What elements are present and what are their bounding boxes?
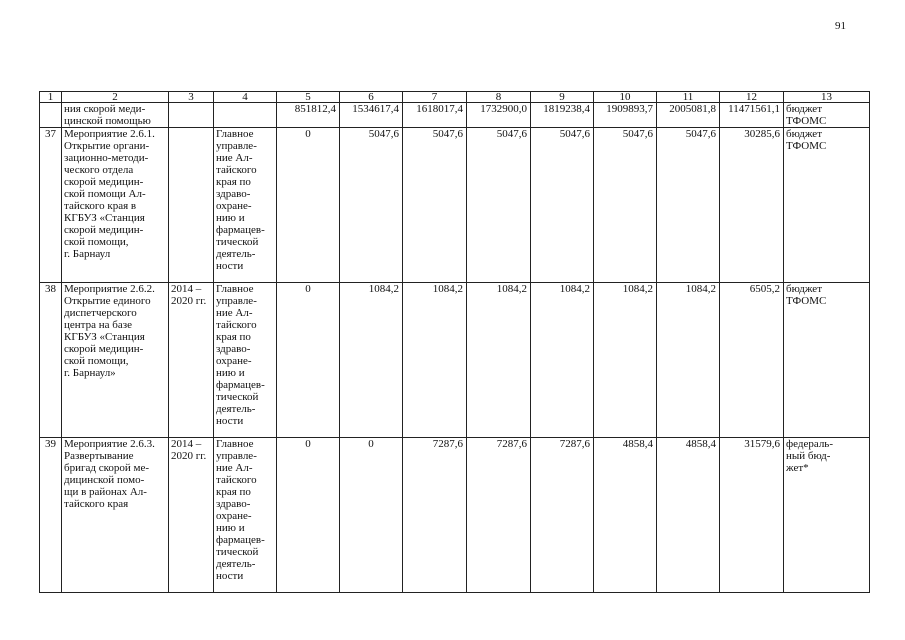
value-2019: 1909893,7: [594, 103, 657, 128]
funding-source: федераль- ный бюд- жет*: [784, 438, 870, 593]
funding-source: бюджет ТФОМС: [784, 103, 870, 128]
period: [169, 103, 214, 128]
measure-name: Мероприятие 2.6.2. Открытие единого диспетчерского центра на базе КГБУЗ «Станция скорой медицин- ской помощи, г. Барнаул»: [62, 283, 169, 438]
value-2018: 7287,6: [531, 438, 594, 593]
row-number: [40, 103, 62, 128]
value-2019: 4858,4: [594, 438, 657, 593]
executor: Главное управле- ние Ал- тайского края по здраво- охране- нию и фармацев- тической деятель- ности: [214, 128, 277, 283]
value-2014: 0: [277, 438, 340, 593]
header-cell: 9: [531, 92, 594, 103]
value-2015: 0: [340, 438, 403, 593]
executor: Главное управле- ние Ал- тайского края по здраво- охране- нию и фармацев- тической деятель- ности: [214, 283, 277, 438]
value-total: 31579,6: [720, 438, 784, 593]
header-cell: 5: [277, 92, 340, 103]
measure-name: Мероприятие 2.6.1. Открытие органи- зационно-методи- ческого отдела скорой медицин- ской помощи Ал- тайского края в КГБУЗ «Станция скорой медицин- ской помощи, г. Барнаул: [62, 128, 169, 283]
value-total: 6505,2: [720, 283, 784, 438]
value-2015: 1534617,4: [340, 103, 403, 128]
header-cell: 2: [62, 92, 169, 103]
header-cell: 6: [340, 92, 403, 103]
executor: Главное управле- ние Ал- тайского края по здраво- охране- нию и фармацев- тической деятель- ности: [214, 438, 277, 593]
value-2014: 851812,4: [277, 103, 340, 128]
value-2016: 7287,6: [403, 438, 467, 593]
value-2015: 5047,6: [340, 128, 403, 283]
header-cell: 11: [657, 92, 720, 103]
value-2017: 5047,6: [467, 128, 531, 283]
header-cell: 12: [720, 92, 784, 103]
value-2020: 1084,2: [657, 283, 720, 438]
value-2018: 5047,6: [531, 128, 594, 283]
header-cell: 3: [169, 92, 214, 103]
measure-name: ния скорой меди- цинской помощью: [62, 103, 169, 128]
funding-source: бюджет ТФОМС: [784, 128, 870, 283]
row-number: 37: [40, 128, 62, 283]
value-2020: 4858,4: [657, 438, 720, 593]
row-number: 39: [40, 438, 62, 593]
value-2016: 1084,2: [403, 283, 467, 438]
value-2019: 5047,6: [594, 128, 657, 283]
value-2017: 1732900,0: [467, 103, 531, 128]
value-2014: 0: [277, 283, 340, 438]
table-row: [40, 103, 870, 128]
value-2017: 7287,6: [467, 438, 531, 593]
header-cell: 8: [467, 92, 531, 103]
value-2016: 1618017,4: [403, 103, 467, 128]
value-2015: 1084,2: [340, 283, 403, 438]
value-2020: 2005081,8: [657, 103, 720, 128]
header-cell: 1: [40, 92, 62, 103]
value-2014: 0: [277, 128, 340, 283]
period: 2014 – 2020 гг.: [169, 438, 214, 593]
header-cell: 7: [403, 92, 467, 103]
funding-source: бюджет ТФОМС: [784, 283, 870, 438]
row-number: 38: [40, 283, 62, 438]
table-row: [40, 438, 870, 593]
header-cell: 13: [784, 92, 870, 103]
value-2017: 1084,2: [467, 283, 531, 438]
header-cell: 10: [594, 92, 657, 103]
table-row: [40, 128, 870, 283]
header-row: [40, 92, 870, 103]
value-2016: 5047,6: [403, 128, 467, 283]
value-total: 11471561,1: [720, 103, 784, 128]
value-2018: 1819238,4: [531, 103, 594, 128]
table-row: [40, 283, 870, 438]
value-2020: 5047,6: [657, 128, 720, 283]
value-total: 30285,6: [720, 128, 784, 283]
period: [169, 128, 214, 283]
funding-table: [39, 91, 870, 593]
value-2018: 1084,2: [531, 283, 594, 438]
period: 2014 – 2020 гг.: [169, 283, 214, 438]
executor: [214, 103, 277, 128]
page-number: 91: [835, 20, 846, 32]
measure-name: Мероприятие 2.6.3. Развертывание бригад скорой ме- дицинской помо- щи в районах Ал- тайского края: [62, 438, 169, 593]
header-cell: 4: [214, 92, 277, 103]
value-2019: 1084,2: [594, 283, 657, 438]
